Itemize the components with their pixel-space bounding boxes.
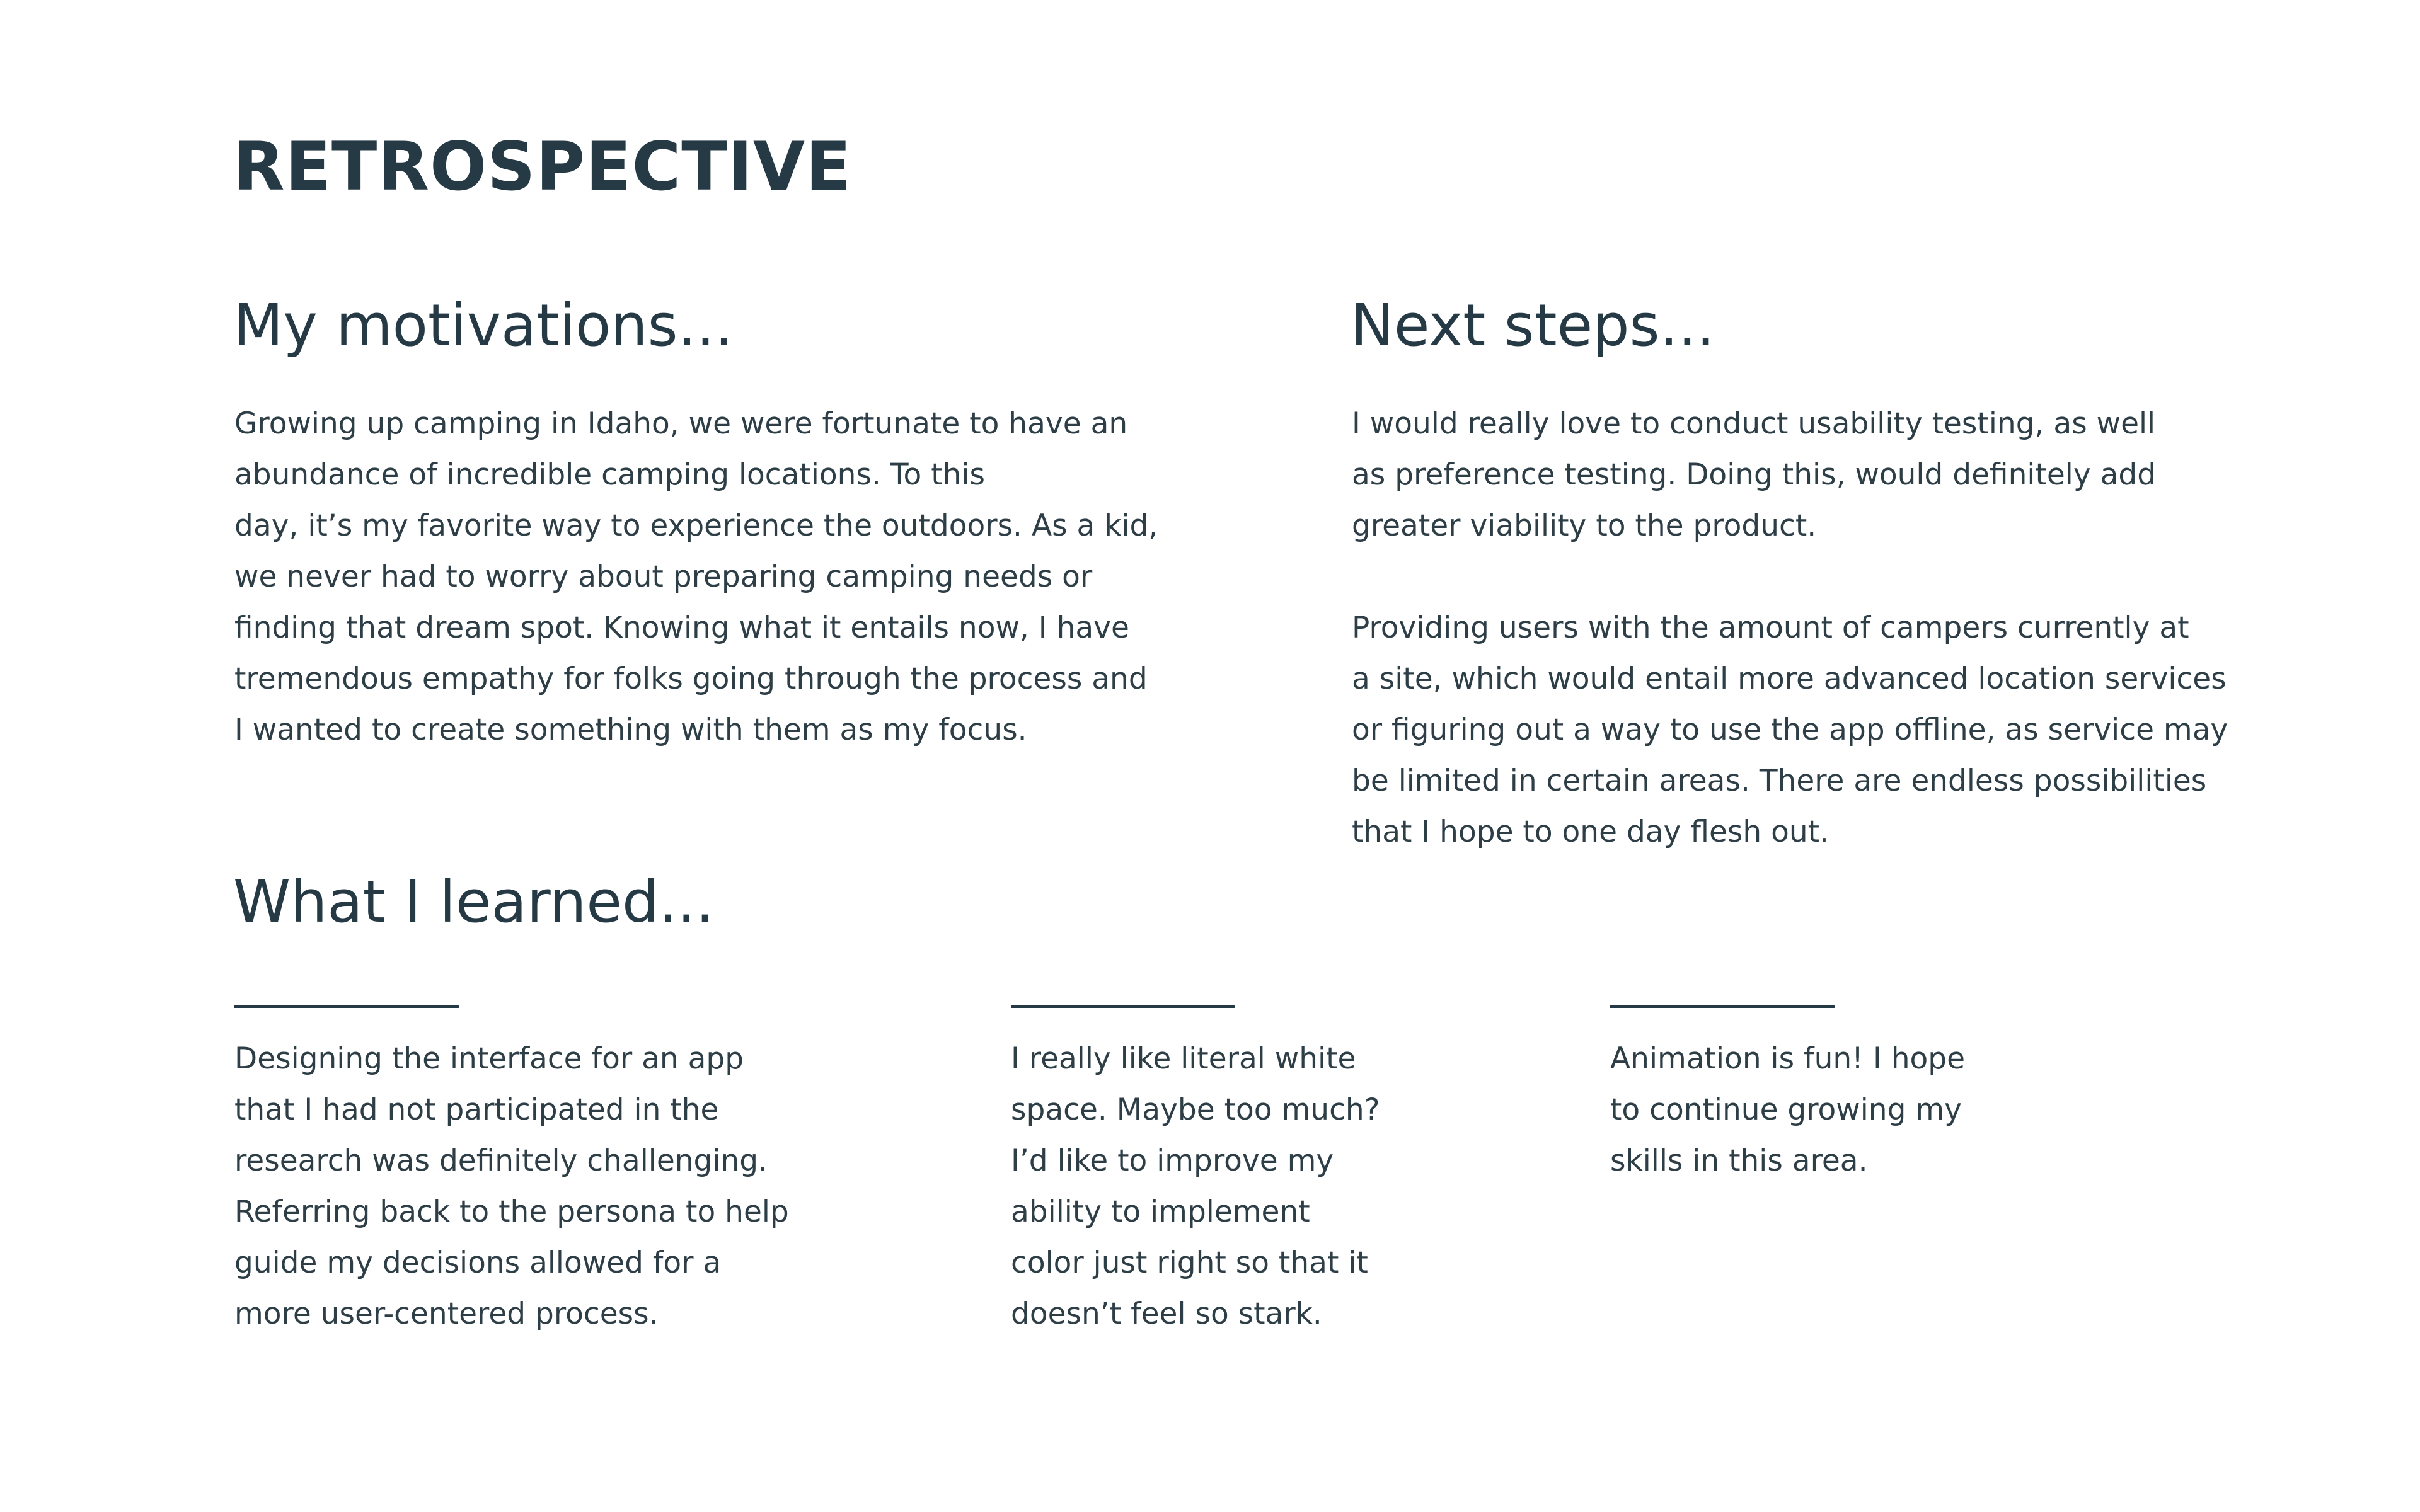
text-line: day, it’s my favorite way to experience the outdoors. As a kid, (234, 508, 1158, 543)
learned-heading: What I learned... (233, 868, 715, 936)
text-line: Designing the interface for an app (234, 1041, 744, 1076)
text-line: Referring back to the persona to help (234, 1194, 789, 1229)
next-steps-paragraph-2 (1352, 602, 2228, 857)
text-line: doesn’t feel so stark. (1011, 1297, 1322, 1331)
text-line: tremendous empathy for folks going through the process and (234, 662, 1148, 696)
text-line: ability to implement (1011, 1194, 1310, 1229)
text-line: or figuring out a way to use the app offline, as service may (1352, 713, 2228, 747)
text-line: space. Maybe too much? (1011, 1092, 1380, 1127)
page-title: RETROSPECTIVE (233, 128, 852, 205)
text-line: color just right so that it (1011, 1246, 1368, 1280)
text-line: we never had to worry about preparing camping needs or (234, 559, 1093, 594)
divider-rule (234, 1005, 459, 1008)
text-line: as preference testing. Doing this, would definitely add (1352, 457, 2157, 492)
text-line: Growing up camping in Idaho, we were fortunate to have an (234, 406, 1128, 441)
text-line: more user-centered process. (234, 1297, 659, 1331)
next-steps-heading: Next steps... (1351, 292, 1715, 359)
text-line: I’d like to improve my (1011, 1143, 1334, 1178)
learned-item-3 (1610, 1033, 1965, 1186)
text-line: Animation is fun! I hope (1610, 1041, 1966, 1076)
divider-rule (1011, 1005, 1235, 1008)
text-line: greater viability to the product. (1352, 508, 1817, 543)
text-line: I wanted to create something with them as my focus. (234, 713, 1027, 747)
text-line: that I hope to one day flesh out. (1352, 815, 1829, 849)
text-line: I would really love to conduct usability testing, as well (1352, 406, 2156, 441)
text-line: abundance of incredible camping locations. To this (234, 457, 986, 492)
next-steps-paragraph-1 (1352, 398, 2156, 551)
text-line: I really like literal white (1011, 1041, 1356, 1076)
text-line: research was definitely challenging. (234, 1143, 768, 1178)
motivations-heading: My motivations... (233, 292, 734, 359)
text-line: a site, which would entail more advanced location services (1352, 662, 2227, 696)
learned-item-2 (1011, 1033, 1380, 1339)
text-line: to continue growing my (1610, 1092, 1962, 1127)
text-line: Providing users with the amount of campers currently at (1352, 610, 2189, 645)
text-line: that I had not participated in the (234, 1092, 719, 1127)
divider-rule (1610, 1005, 1835, 1008)
text-line: finding that dream spot. Knowing what it entails now, I have (234, 610, 1129, 645)
learned-item-1 (234, 1033, 789, 1339)
text-line: skills in this area. (1610, 1143, 1868, 1178)
text-line: guide my decisions allowed for a (234, 1246, 722, 1280)
text-line: be limited in certain areas. There are endless possibilities (1352, 764, 2207, 798)
motivations-text (234, 398, 1158, 755)
